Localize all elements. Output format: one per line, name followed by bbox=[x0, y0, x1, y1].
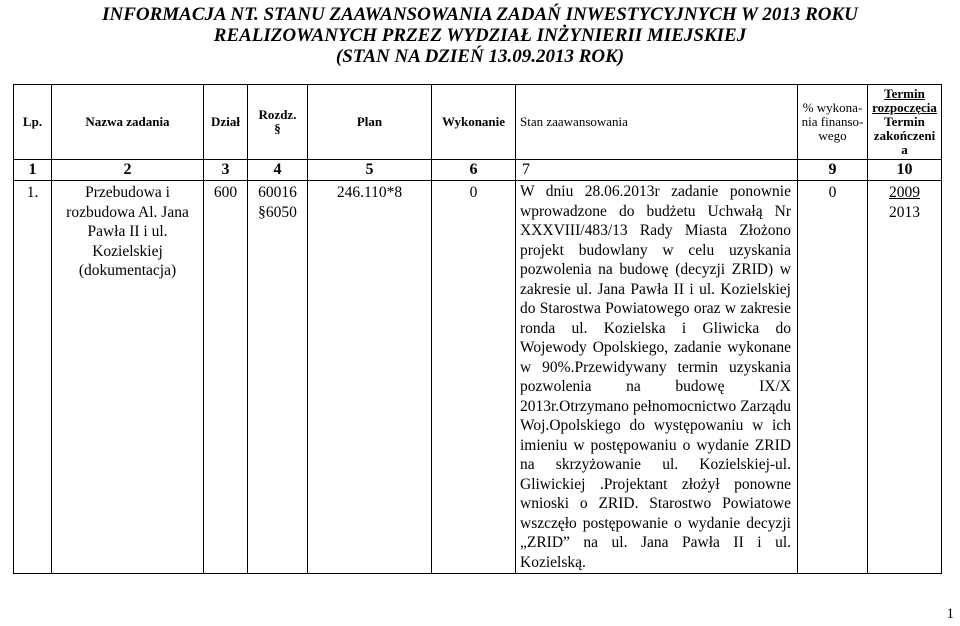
row-paragraf-value: §6050 bbox=[258, 203, 297, 221]
row-rozdz-value: 60016 bbox=[258, 184, 297, 201]
table-row bbox=[14, 181, 942, 574]
col-number: 3 bbox=[204, 160, 248, 181]
document-title bbox=[0, 4, 960, 67]
row-dzial: 600 bbox=[204, 181, 248, 574]
row-rozdz bbox=[248, 181, 308, 574]
row-termin-start: 2009 bbox=[889, 184, 920, 201]
title-line-3: (STAN NA DZIEŃ 13.09.2013 ROK) bbox=[335, 46, 625, 67]
header-termin-start: Termin rozpoczęcia bbox=[872, 86, 937, 115]
header-rozdz-label: Rozdz. bbox=[258, 107, 297, 122]
row-lp: 1. bbox=[14, 181, 52, 574]
col-number: 2 bbox=[52, 160, 204, 181]
row-plan: 246.110*8 bbox=[308, 181, 432, 574]
header-rozdz bbox=[248, 85, 308, 160]
col-number: 5 bbox=[308, 160, 432, 181]
investment-table bbox=[13, 84, 942, 574]
row-stan: W dniu 28.06.2013r zadanie ponownie wprowadzone do budżetu Uchwałą Nr XXXVIII/483/13 Rady Miasta Złożono projekt budowlany w celu uzyskania pozwolenia na budowę (decyzji ZRID) w zakresie ul. Jana Pawła II i ul. Kozielskiej do Starostwa Powiatowego oraz w zakresie ronda ul. Kozielska i Gliwicka do Wojewody Opolskiego, zadanie wykonane w 90%.Przewidywany termin uzyskania pozwolenia na budowę IX/X 2013r.Otrzymano pełnomocnictwo Zarządu Woj.Opolskiego do występowaniu w ich imieniu w postępowaniu o wydanie ZRID na skrzyżowanie ul. Kozielskiej-ul. Gliwickiej .Projektant złożył ponowne wnioski o ZRID. Starostwo Powiatowe wszczęło postępowanie o wydanie decyzji „ZRID” na ul. Jana Pawła II i ul. Kozielską. bbox=[516, 181, 798, 574]
col-number: 1 bbox=[14, 160, 52, 181]
header-termin-end: Termin zakończeni a bbox=[873, 114, 936, 157]
header-paragraf-sign: § bbox=[274, 121, 281, 136]
header-plan: Plan bbox=[308, 85, 432, 160]
row-pct: 0 bbox=[798, 181, 868, 574]
title-line-2: REALIZOWANYCH PRZEZ WYDZIAŁ INŻYNIERII MIEJSKIEJ bbox=[213, 25, 747, 46]
page-number: 1 bbox=[946, 606, 954, 622]
header-termin bbox=[868, 85, 942, 160]
header-nazwa: Nazwa zadania bbox=[52, 85, 204, 160]
col-number: 7 bbox=[516, 160, 798, 181]
row-termin-end: 2013 bbox=[889, 203, 920, 221]
col-number: 10 bbox=[868, 160, 942, 181]
col-number: 6 bbox=[432, 160, 516, 181]
row-wykonanie: 0 bbox=[432, 181, 516, 574]
title-line-1: INFORMACJA NT. STANU ZAAWANSOWANIA ZADAŃ INWESTYCYJNYCH W 2013 ROKU bbox=[102, 4, 858, 25]
header-dzial: Dział bbox=[204, 85, 248, 160]
col-number: 4 bbox=[248, 160, 308, 181]
row-nazwa: Przebudowa i rozbudowa Al. Jana Pawła II i ul. Kozielskiej (dokumentacja) bbox=[52, 181, 204, 574]
row-termin bbox=[868, 181, 942, 574]
header-pct: % wykona-nia finanso-wego bbox=[798, 85, 868, 160]
header-wykonanie: Wykonanie bbox=[432, 85, 516, 160]
header-stan: Stan zaawansowania bbox=[516, 85, 798, 160]
header-lp: Lp. bbox=[14, 85, 52, 160]
col-number: 9 bbox=[798, 160, 868, 181]
